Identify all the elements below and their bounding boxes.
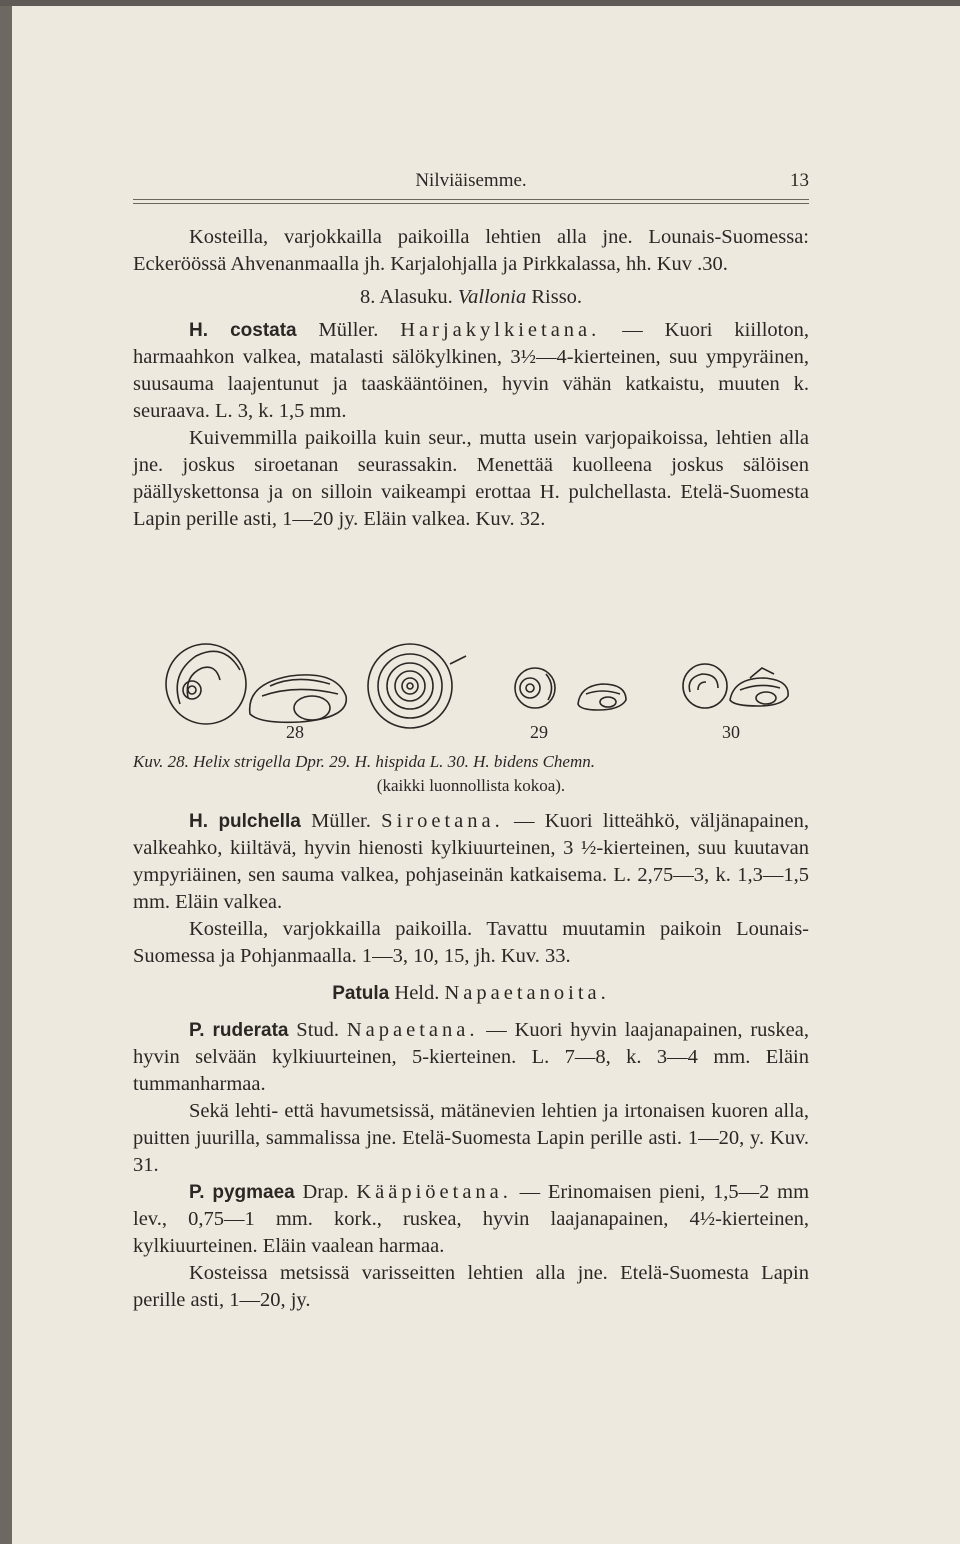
common-name: Siroetana. (381, 810, 504, 832)
page-left-edge (0, 0, 12, 1544)
genus-author: Held. (389, 982, 445, 1004)
running-title: Nilviäisemme. (415, 170, 527, 191)
page-header (133, 166, 809, 192)
species-author: Müller. (300, 810, 382, 832)
shell-illustrations (150, 634, 810, 738)
shell-hispida-top-icon (515, 668, 555, 708)
species-name: P. ruderata (189, 1020, 289, 1041)
figure-number-30: 30 (722, 722, 740, 742)
page-number: 13 (790, 170, 809, 191)
paragraph-habitat-vallonia: Kosteilla, varjokkailla paikoilla lehtien alla jne. Lounais-Suomessa: Eckeröössä Ahvenanmaalla jh. Karjalohjalla ja Pirkkalassa, hh. Kuv .30. (133, 226, 809, 275)
subgenus-name: Vallonia (457, 286, 527, 308)
genus-heading-patula (133, 980, 809, 1007)
species-habitat: Kuivemmilla paikoilla kuin seur., mutta usein varjopaikoissa, lehtien alla jne. joskus siroetanan seurassakin. Menettää kuolleena joskus sälöisen päällyskettonsa ja on silloin vaikeampi erottaa H. pulchellasta. Etelä-Suomesta Lapin perille asti, 1—20 jy. Eläin valkea. Kuv. 32. (133, 427, 809, 530)
figure-number-28: 28 (286, 722, 304, 742)
species-description: — Kuori litteähkö, väljänapainen, valkeahko, kiiltävä, hyvin hienosti kylkiuurteinen, 3 ½-kierteinen, suu kuutavan ympyriäinen, sen sauma valkea, pohjaseinän katkaisema. L. 2,75—3, k. 1,3—1,5 mm. Eläin valkea. (133, 810, 809, 913)
species-name: P. pygmaea (189, 1182, 295, 1203)
species-name: H. costata (189, 320, 297, 341)
text-block-lower (133, 808, 809, 1314)
common-name: Napaetana. (346, 1019, 479, 1041)
figure-caption (133, 750, 809, 798)
species-author: Stud. (288, 1019, 347, 1041)
subgenus-prefix: 8. Alasuku. (359, 286, 458, 308)
figure-number-29: 29 (530, 722, 548, 742)
shell-strigella-side-icon (250, 675, 347, 722)
species-habitat: Kosteilla, varjokkailla paikoilla. Tavattu muutamin paikoin Lounais-Suomessa ja Pohjanmaalla. 1—3, 10, 15, jh. Kuv. 33. (133, 918, 809, 967)
header-rule-top (133, 199, 809, 200)
shell-hispida-side-icon (578, 684, 626, 710)
subgenus-author: Risso. (526, 286, 583, 308)
shell-strigella-bottom-icon (368, 644, 466, 728)
species-pulchella (133, 808, 809, 916)
caption-line-2: (kaikki luonnollista kokoa). (376, 776, 566, 795)
species-ruderata (133, 1017, 809, 1098)
shell-bidens-side-icon (730, 668, 788, 706)
figure-shells (150, 634, 810, 738)
caption-line-1: Kuv. 28. Helix strigella Dpr. 29. H. hispida L. 30. H. bidens Chemn. (133, 752, 595, 771)
species-habitat: Sekä lehti- että havumetsissä, mätänevien lehtien ja irtonaisen kuoren alla, puitten juurilla, sammalissa jne. Etelä-Suomesta Lapin perille asti. 1—20, y. Kuv. 31. (133, 1100, 809, 1176)
text-block-upper (133, 224, 809, 533)
species-pygmaea (133, 1179, 809, 1260)
species-description: — Erinomaisen pieni, 1,5—2 mm lev., 0,75—1 mm. kork., ruskea, hyvin laajanapainen, 4½-kierteinen, kylkiuurteinen. Eläin vaalean harmaa. (133, 1181, 810, 1257)
shell-bidens-top-icon (683, 664, 727, 708)
species-description: — Kuori hyvin laajanapainen, ruskea, hyvin selvään kylkiuurteinen, 5-kierteinen. L. 7—8, k. 3—4 mm. Eläin tummanharmaa. (133, 1019, 809, 1095)
page-top-edge (0, 0, 960, 6)
shell-strigella-top-icon (166, 644, 246, 724)
species-habitat: Kosteissa metsissä varisseitten lehtien alla jne. Etelä-Suomesta Lapin perille asti, 1—20, jy. (133, 1262, 809, 1311)
subgenus-heading (133, 284, 809, 311)
genus-common-name: Napaetanoita. (444, 982, 610, 1004)
species-description: — Kuori kiilloton, harmaahkon valkea, matalasti sälökylkinen, 3½—4-kierteinen, suu ympyräinen, suusauma laajentunut ja taaskääntöinen, hyvin vähän katkaistu, muuten k. seuraava. L. 3, k. 1,5 mm. (133, 319, 809, 422)
genus-name: Patula (332, 983, 390, 1004)
species-author: Drap. (294, 1181, 357, 1203)
species-costata (133, 317, 809, 425)
species-name: H. pulchella (189, 811, 301, 832)
common-name: Harjakylkietana. (400, 319, 601, 341)
species-author: Müller. (296, 319, 401, 341)
header-rule-bottom (133, 203, 809, 204)
common-name: Kääpiöetana. (356, 1181, 512, 1203)
